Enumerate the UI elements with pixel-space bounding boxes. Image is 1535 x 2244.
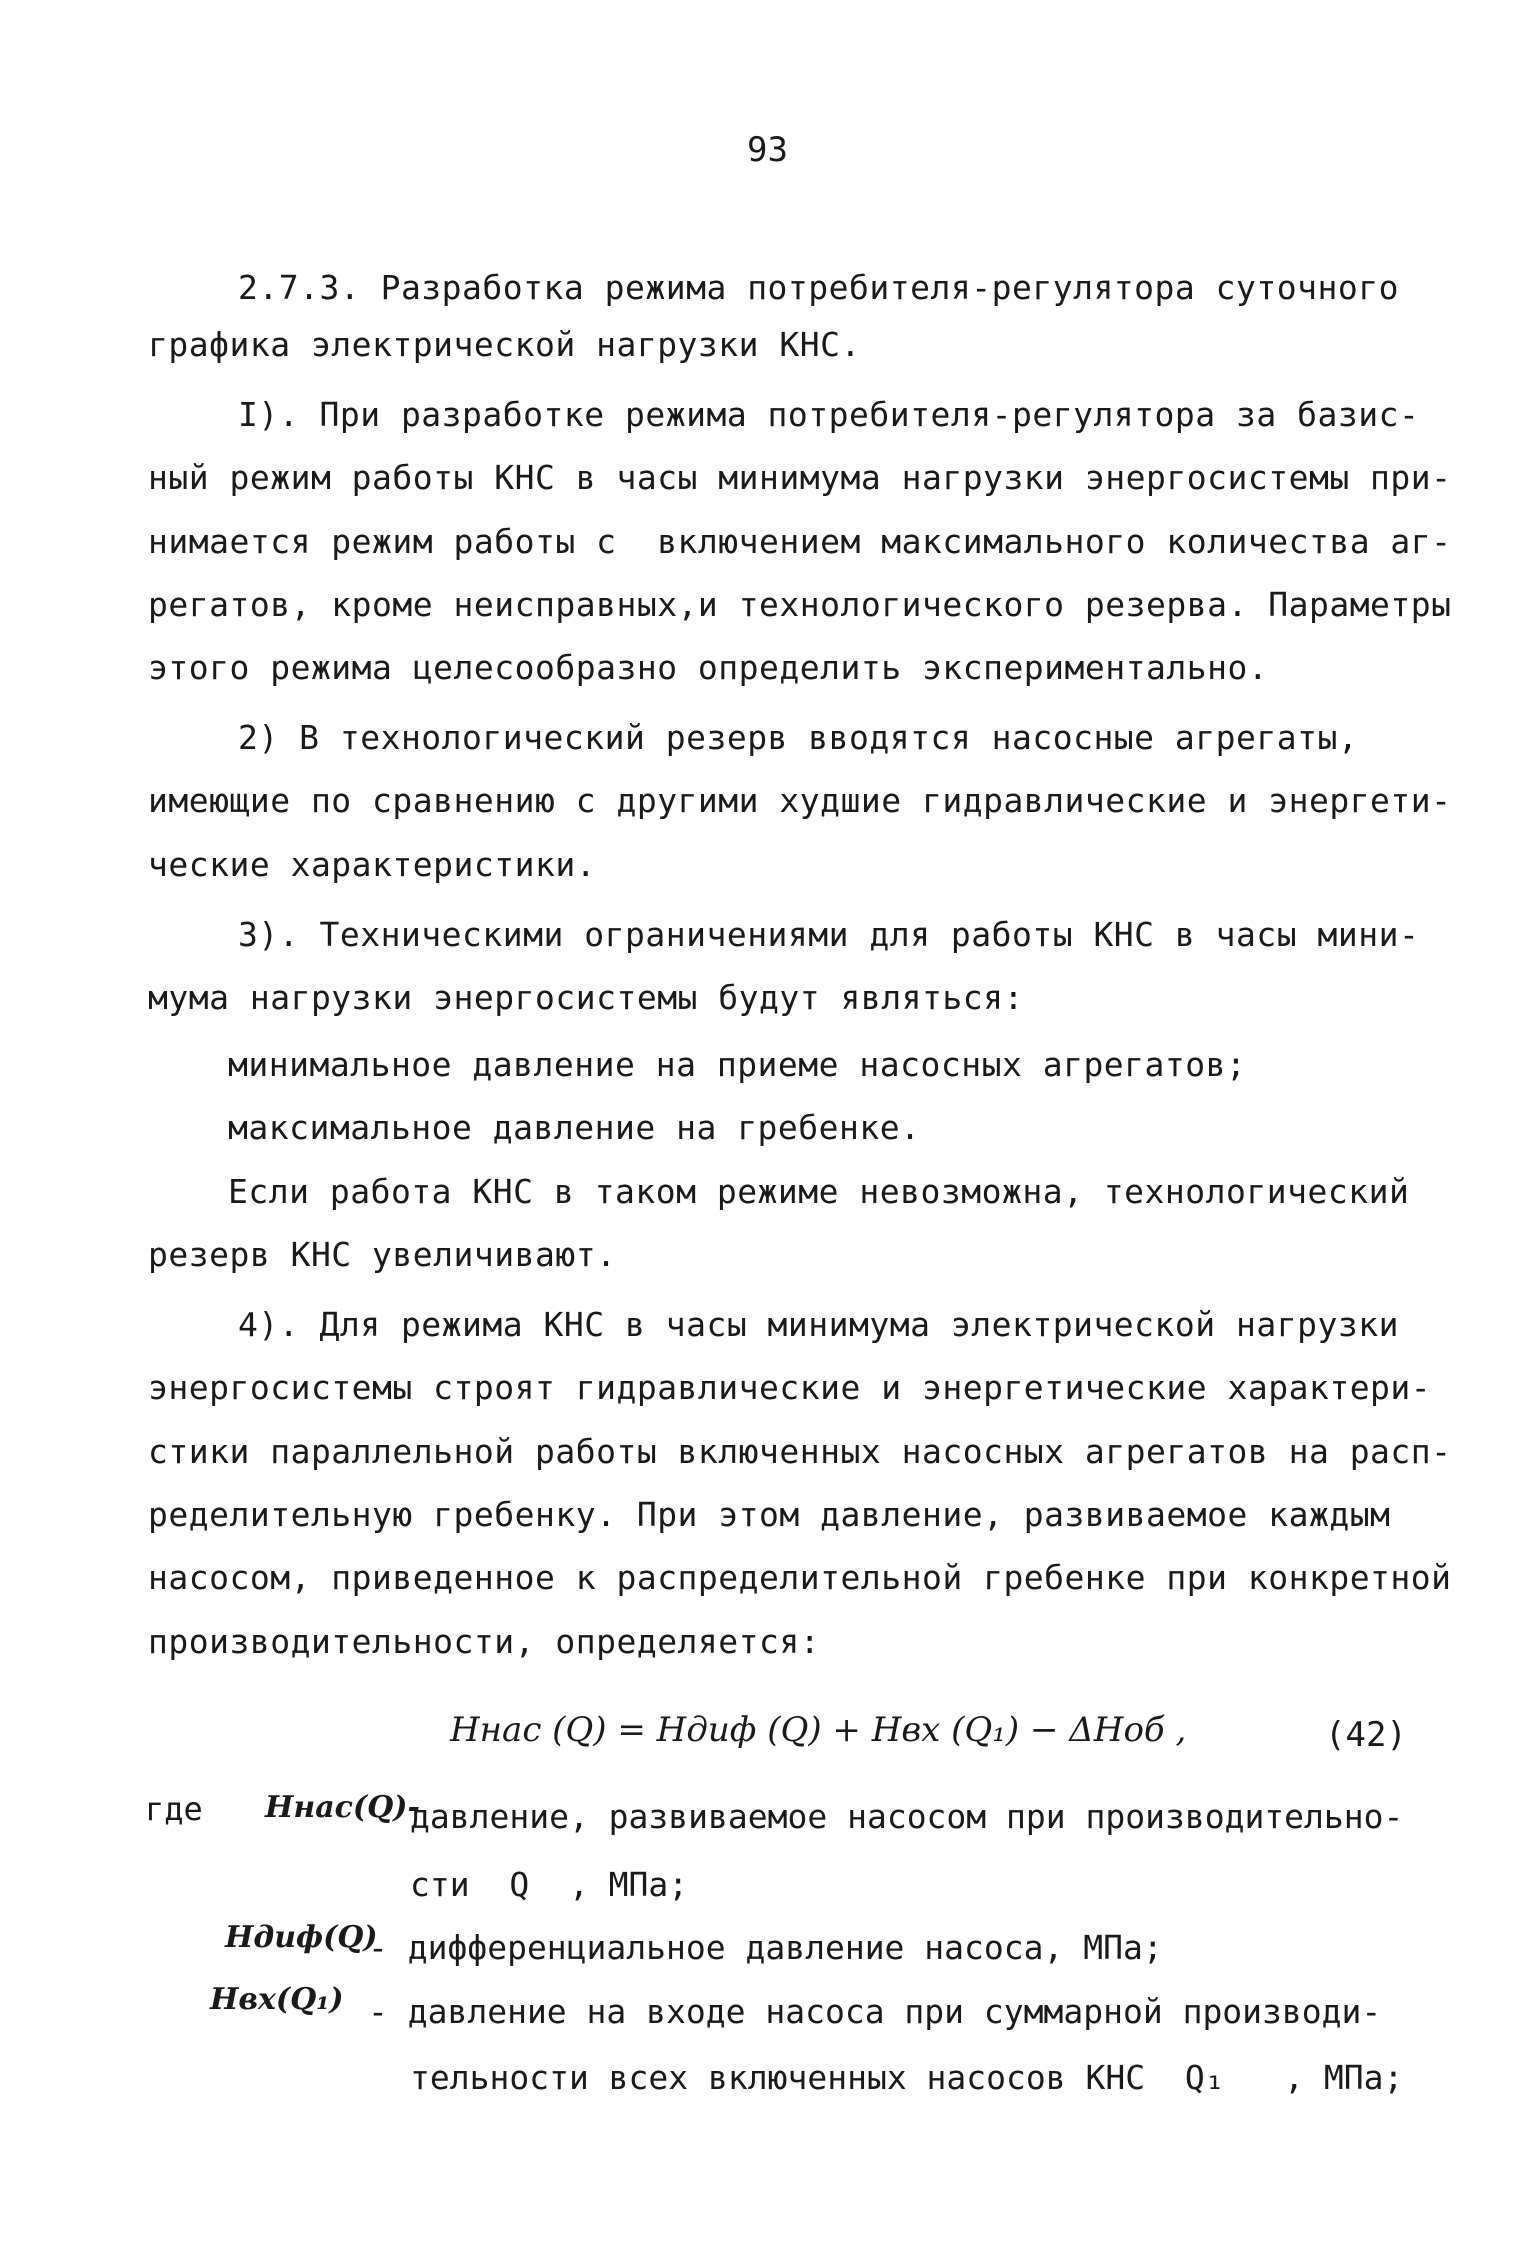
definition-symbol: Hвх(Q₁): [210, 1982, 344, 2017]
paragraph-line: ческие характеристики.: [148, 845, 597, 884]
definition-symbol: Hнас(Q)-: [265, 1790, 420, 1825]
paragraph-line: имеющие по сравнению с другими худшие гидравлические и энергети-: [148, 781, 1452, 820]
paragraph-line: ный режим работы КНС в часы минимума нагрузки энергосистемы при-: [148, 458, 1452, 497]
paragraph-line: мума нагрузки энергосистемы будут являться:: [148, 978, 1024, 1017]
where-label: где: [145, 1790, 203, 1828]
definition-text: давление, развиваемое насосом при производительно-: [410, 1797, 1404, 1836]
paragraph-line: резерв КНС увеличивают.: [148, 1235, 617, 1274]
paragraph-line: энергосистемы строят гидравлические и энергетические характери-: [148, 1368, 1432, 1407]
paragraph-line: 4). Для режима КНС в часы минимума электрической нагрузки: [238, 1305, 1399, 1344]
paragraph-line: нимается режим работы с включением максимального количества аг-: [148, 522, 1452, 561]
heading-line: графика электрической нагрузки КНС.: [148, 325, 861, 364]
paragraph-line: максимальное давление на гребенке.: [228, 1108, 921, 1147]
definition-symbol: Hдиф(Q): [225, 1920, 378, 1955]
paragraph-line: 3). Техническими ограничениями для работы КНС в часы мини-: [238, 915, 1420, 954]
definition-text: сти Q , МПа;: [410, 1865, 689, 1904]
paragraph-line: ределительную гребенку. При этом давление, развиваемое каждым: [148, 1495, 1391, 1534]
equation: Hнас (Q) = Hдиф (Q) + Hвх (Q₁) − ΔHоб ,: [450, 1710, 1187, 1750]
paragraph-line: I). При разработке режима потребителя-регулятора за базис-: [238, 395, 1420, 434]
definition-text: тельности всех включенных насосов КНС Q₁ , МПа;: [410, 2058, 1404, 2097]
definition-text: - давление на входе насоса при суммарной производи-: [368, 1992, 1382, 2031]
paragraph-line: регатов, кроме неисправных,и технологического резерва. Параметры: [148, 585, 1452, 624]
paragraph-line: насосом, приведенное к распределительной гребенке при конкретной: [148, 1558, 1452, 1597]
paragraph-line: минимальное давление на приеме насосных агрегатов;: [228, 1045, 1247, 1084]
page-number: 93: [747, 130, 788, 170]
paragraph-line: 2) В технологический резерв вводятся насосные агрегаты,: [238, 718, 1359, 757]
paragraph-line: этого режима целесообразно определить экспериментально.: [148, 648, 1269, 687]
heading-line: 2.7.3. Разработка режима потребителя-регулятора суточного: [238, 268, 1399, 307]
paragraph-line: Если работа КНС в таком режиме невозможна, технологический: [228, 1172, 1410, 1211]
definition-text: - дифференциальное давление насоса, МПа;: [368, 1928, 1163, 1967]
paragraph-line: стики параллельной работы включенных насосных агрегатов на расп-: [148, 1432, 1452, 1471]
equation-number: (42): [1325, 1715, 1407, 1755]
paragraph-line: производительности, определяется:: [148, 1622, 821, 1661]
